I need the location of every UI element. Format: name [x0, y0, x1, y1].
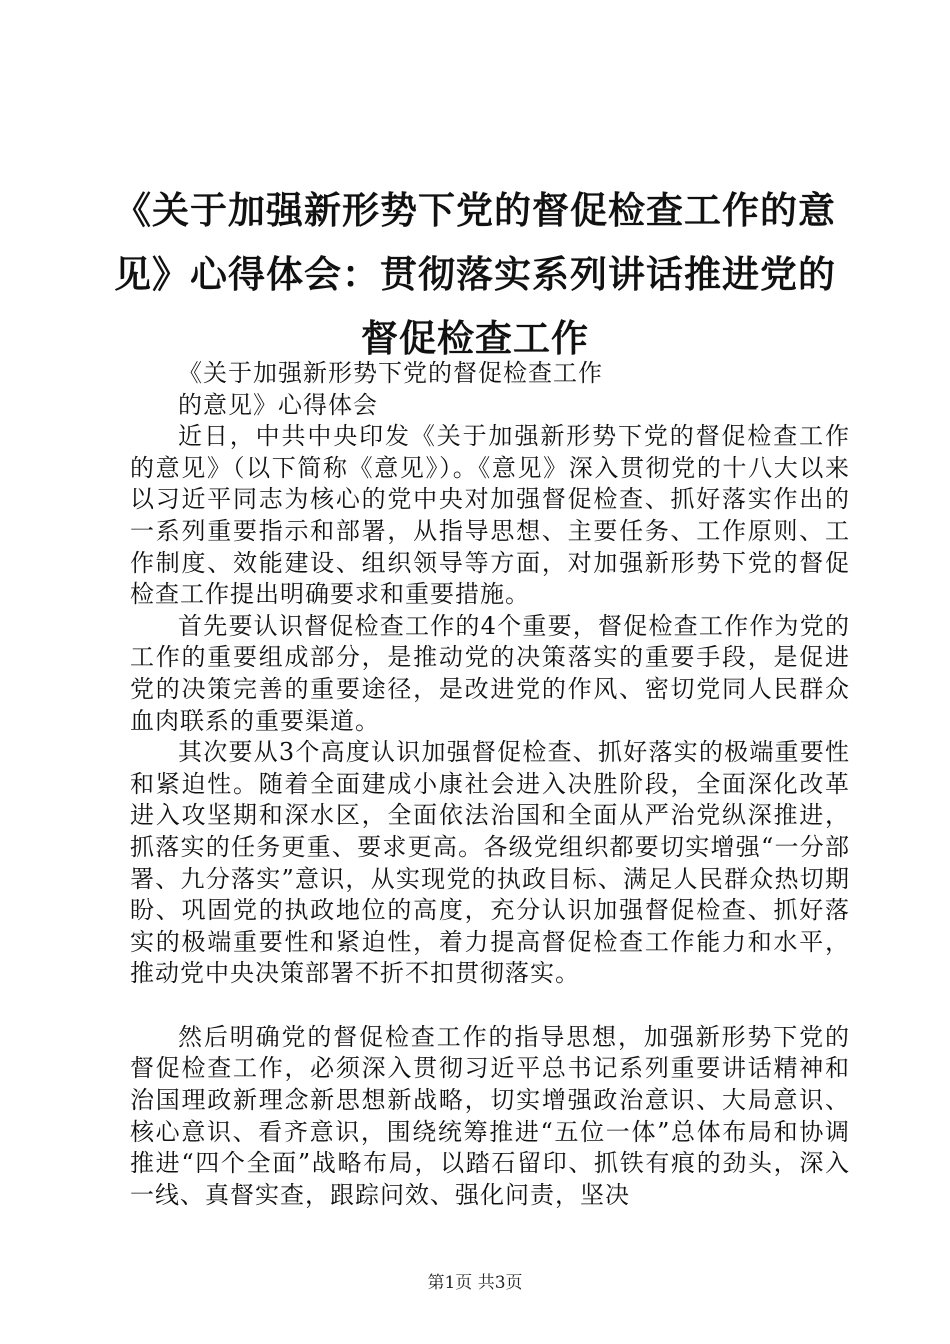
paragraph-2: 首先要认识督促检查工作的4个重要，督促检查工作作为党的工作的重要组成部分，是推动党的决策落实的重要手段，是促进党的决策完善的重要途径，是改进党的作风、密切党同人民群众血肉联系的重要渠道。: [130, 611, 850, 735]
subtitle-line-2: 的意见》心得体会: [178, 390, 378, 419]
subtitle-line-1: 《关于加强新形势下党的督促检查工作: [178, 359, 603, 387]
paragraph-1: 近日，中共中央印发《关于加强新形势下党的督促检查工作的意见》（以下简称《意见》）。《意见》深入贯彻党的十八大以来以习近平同志为核心的党中央对加强督促检查、抓好落实作出的一系列重要指示和部署，从指导思想、主要任务、工作原则、工作制度、效能建设、组织领导等方面，对加强新形势下党的督促检查工作提出明确要求和重要措施。: [130, 422, 850, 609]
document-title: 《关于加强新形势下党的督促检查工作的意见》心得体会：贯彻落实系列讲话推进党的督促检查工作: [114, 188, 836, 360]
paragraph-spacer: [130, 990, 850, 1022]
paragraph-3: 其次要从3个高度认识加强督促检查、抓好落实的极端重要性和紧迫性。随着全面建成小康社会进入决胜阶段，全面深化改革进入攻坚期和深水区，全面依法治国和全面从严治党纵深推进，抓落实的任务更重、要求更高。各级党组织都要切实增强“一分部署、九分落实”意识，从实现党的执政目标、满足人民群众热切期盼、巩固党的执政地位的高度，充分认识加强督促检查、抓好落实的极端重要性和紧迫性，着力提高督促检查工作能力和水平，推动党中央决策部署不折不扣贯彻落实。: [130, 738, 850, 988]
document-subtitle: [130, 358, 850, 421]
page-number-footer: 第1页 共3页: [427, 1273, 523, 1293]
document-body: [130, 358, 850, 1211]
paragraph-4: 然后明确党的督促检查工作的指导思想，加强新形势下党的督促检查工作，必须深入贯彻习近平总书记系列重要讲话精神和治国理政新理念新思想新战略，切实增强政治意识、大局意识、核心意识、看齐意识，围绕统筹推进“五位一体”总体布局和协调推进“四个全面”战略布局，以踏石留印、抓铁有痕的劲头，深入一线、真督实查，跟踪问效、强化问责，坚决: [130, 1022, 850, 1209]
